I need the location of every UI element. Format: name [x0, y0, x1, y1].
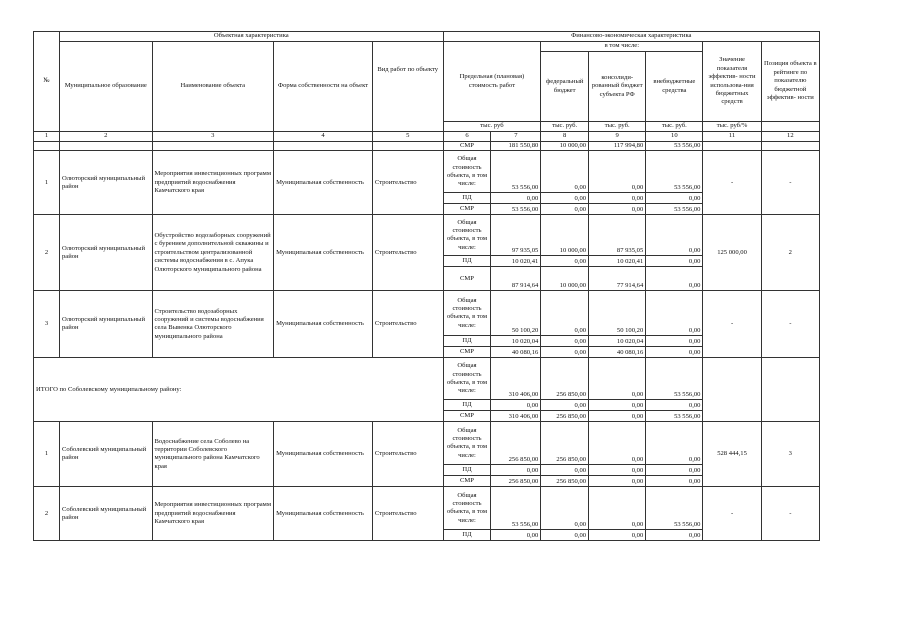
row-num: 1: [34, 422, 60, 487]
row-label: СМР: [443, 267, 491, 291]
row-label: СМР: [443, 142, 491, 151]
row-label: ПД: [443, 256, 491, 267]
cell-value: 77 914,64: [589, 267, 646, 291]
rating-cell: 2: [761, 215, 819, 291]
cell-value: 97 935,05: [491, 215, 541, 256]
cell-value: 0,00: [646, 530, 703, 541]
colnum: 12: [761, 132, 819, 142]
object-name-cell: Обустройство водозаборных сооружений с бурением дополнительной скважины и строительством централизованной системы водоснабжения в с. Апука Олюторского муниципального района: [152, 215, 274, 291]
row-num: 2: [34, 487, 60, 541]
cell-value: 53 556,00: [646, 487, 703, 530]
colnum: 9: [589, 132, 646, 142]
cell-value: 0,00: [541, 204, 589, 215]
financial-characteristic-header: Финансово-экономическая характеристика: [443, 32, 819, 42]
table-row: [34, 215, 820, 256]
efficiency-cell: 125 000,00: [703, 215, 761, 291]
cell-value: 0,00: [491, 400, 541, 411]
cell-value: 0,00: [541, 530, 589, 541]
table-row: [34, 487, 820, 530]
cell-value: 256 850,00: [541, 476, 589, 487]
cell-value: 0,00: [646, 476, 703, 487]
cell-value: 0,00: [646, 291, 703, 336]
row-label: Общая стоимость объекта, в том числе:: [443, 215, 491, 256]
row-label: ПД: [443, 193, 491, 204]
cell-value: 181 550,80: [491, 142, 541, 151]
work-type-cell: Строительство: [372, 422, 443, 487]
cell-value: 256 850,00: [541, 411, 589, 422]
colnum: 7: [491, 132, 541, 142]
cell-value: 53 556,00: [646, 204, 703, 215]
cell-value: 0,00: [491, 530, 541, 541]
cell-value: 53 556,00: [491, 151, 541, 193]
municipality-header: Муниципальное образование: [59, 42, 152, 132]
row-label: Общая стоимость объекта, в том числе:: [443, 358, 491, 400]
efficiency-cell: -: [703, 487, 761, 541]
work-type-cell: Строительство: [372, 215, 443, 291]
cell-value: 0,00: [589, 411, 646, 422]
subtotal-label: ИТОГО по Соболевскому муниципальному району:: [34, 358, 444, 422]
municipality-cell: Олюторский муниципальный район: [59, 291, 152, 358]
rating-cell: 3: [761, 422, 819, 487]
cell-value: 256 850,00: [491, 476, 541, 487]
cell-value: 53 556,00: [491, 487, 541, 530]
cell-value: 117 994,80: [589, 142, 646, 151]
cell-value: 0,00: [646, 400, 703, 411]
cell-value: 10 020,41: [589, 256, 646, 267]
row-label: СМР: [443, 476, 491, 487]
efficiency-cell: 528 444,15: [703, 422, 761, 487]
cell-value: 0,00: [541, 256, 589, 267]
work-type-cell: Строительство: [372, 291, 443, 358]
cell-value: 0,00: [589, 151, 646, 193]
colnum: 6: [443, 132, 491, 142]
cell-value: 10 000,00: [541, 267, 589, 291]
federal-header: федеральный бюджет: [541, 52, 589, 122]
colnum: 8: [541, 132, 589, 142]
cell-value: 0,00: [589, 193, 646, 204]
work-type-header: Вид работ по объекту: [372, 42, 443, 132]
ownership-cell: Муниципальная собственность: [274, 291, 373, 358]
cell-value: 0,00: [589, 358, 646, 400]
cell-value: 0,00: [541, 400, 589, 411]
cell-value: 0,00: [541, 193, 589, 204]
colnum: 1: [34, 132, 60, 142]
row-label: СМР: [443, 411, 491, 422]
unit-cost: тыс. руб: [443, 122, 541, 132]
colnum: 5: [372, 132, 443, 142]
object-name-cell: Водоснабжение села Соболево на территории Соболевского муниципального района Камчатского края: [152, 422, 274, 487]
rating-cell: -: [761, 151, 819, 215]
work-type-cell: Строительство: [372, 487, 443, 541]
row-label: ПД: [443, 530, 491, 541]
cell-value: 0,00: [491, 465, 541, 476]
object-name-cell: Строительство водозаборных сооружений и системы водоснабжения села Вывенка Олюторского муниципального района: [152, 291, 274, 358]
efficiency-header: Значение показателя эффектив- ности использова-ния бюджетных средств: [703, 42, 761, 122]
municipality-cell: Соболевский муниципальный район: [59, 422, 152, 487]
unit-consolidated: тыс. руб.: [589, 122, 646, 132]
cell-value: 310 406,00: [491, 358, 541, 400]
municipality-cell: Соболевский муниципальный район: [59, 487, 152, 541]
cell-value: 0,00: [646, 215, 703, 256]
cell-value: 0,00: [541, 347, 589, 358]
row-num: 3: [34, 291, 60, 358]
table-row: [34, 291, 820, 336]
cell-value: 53 556,00: [491, 204, 541, 215]
cell-value: 53 556,00: [646, 151, 703, 193]
cell-value: 10 000,00: [541, 142, 589, 151]
consolidated-header: консолиди- рованный бюджет субъекта РФ: [589, 52, 646, 122]
efficiency-cell: -: [703, 151, 761, 215]
colnum: 11: [703, 132, 761, 142]
rating-header: Позиция объекта в рейтинге по показателю бюджетной эффектив- ности: [761, 42, 819, 122]
row-label: Общая стоимость объекта, в том числе:: [443, 487, 491, 530]
colnum: 2: [59, 132, 152, 142]
cell-value: 0,00: [646, 267, 703, 291]
cell-value: 310 406,00: [491, 411, 541, 422]
ownership-cell: Муниципальная собственность: [274, 487, 373, 541]
cell-value: 0,00: [491, 193, 541, 204]
subtotal-row: [34, 358, 820, 400]
object-name-cell: Мероприятия инвестиционных программ предприятий водоснабжения Камчатского края: [152, 487, 274, 541]
cell-value: 10 020,04: [589, 336, 646, 347]
row-label: ПД: [443, 400, 491, 411]
row-label: СМР: [443, 347, 491, 358]
row-num: 1: [34, 151, 60, 215]
row-label: Общая стоимость объекта, в том числе:: [443, 151, 491, 193]
unit-efficiency: тыс. руб/%: [703, 122, 761, 132]
cell-value: 10 020,41: [491, 256, 541, 267]
cell-value: 256 850,00: [541, 358, 589, 400]
unit-offbudget: тыс. руб.: [646, 122, 703, 132]
cell-value: 0,00: [589, 530, 646, 541]
cell-value: 0,00: [589, 204, 646, 215]
row-label: ПД: [443, 336, 491, 347]
cell-value: 0,00: [646, 422, 703, 465]
cell-value: 87 935,05: [589, 215, 646, 256]
colnum: 4: [274, 132, 373, 142]
ownership-cell: Муниципальная собственность: [274, 151, 373, 215]
row-label: ПД: [443, 465, 491, 476]
row-label: Общая стоимость объекта, в том числе:: [443, 422, 491, 465]
municipality-cell: Олюторский муниципальный район: [59, 151, 152, 215]
colnum: 3: [152, 132, 274, 142]
cell-value: 53 556,00: [646, 142, 703, 151]
cell-value: 87 914,64: [491, 267, 541, 291]
cell-value: 0,00: [589, 400, 646, 411]
object-name-header: Наименование объекта: [152, 42, 274, 132]
colnum: 10: [646, 132, 703, 142]
cell-value: 0,00: [589, 465, 646, 476]
efficiency-cell: -: [703, 291, 761, 358]
cell-value: 0,00: [646, 347, 703, 358]
cell-value: 0,00: [541, 487, 589, 530]
cell-value: 0,00: [541, 336, 589, 347]
cell-value: 10 000,00: [541, 215, 589, 256]
cell-value: 0,00: [541, 465, 589, 476]
limit-cost-header: Предельная (плановая) стоимость работ: [443, 42, 541, 122]
row-num: 2: [34, 215, 60, 291]
cell-value: 0,00: [589, 487, 646, 530]
cell-value: 10 020,04: [491, 336, 541, 347]
work-type-cell: Строительство: [372, 151, 443, 215]
table-row: [34, 142, 820, 151]
table-row: [34, 422, 820, 465]
cell-value: 53 556,00: [646, 358, 703, 400]
row-label: СМР: [443, 204, 491, 215]
cell-value: 256 850,00: [541, 422, 589, 465]
offbudget-header: внебюджетные средства: [646, 52, 703, 122]
unit-federal: тыс. руб.: [541, 122, 589, 132]
cell-value: 256 850,00: [491, 422, 541, 465]
table-row: [34, 151, 820, 193]
cell-value: 0,00: [646, 465, 703, 476]
ownership-header: Форма собственности на объект: [274, 42, 373, 132]
cell-value: 0,00: [589, 476, 646, 487]
cell-value: 0,00: [646, 256, 703, 267]
cell-value: 40 080,16: [491, 347, 541, 358]
cell-value: 53 556,00: [646, 411, 703, 422]
cell-value: 0,00: [646, 336, 703, 347]
unit-rating: [761, 122, 819, 132]
investment-table: [33, 31, 820, 541]
cell-value: 40 080,16: [589, 347, 646, 358]
rating-cell: -: [761, 487, 819, 541]
row-label: Общая стоимость объекта, в том числе:: [443, 291, 491, 336]
cell-value: 0,00: [589, 422, 646, 465]
object-characteristic-header: Объектная характеристика: [59, 32, 443, 42]
cell-value: 0,00: [541, 291, 589, 336]
cell-value: 0,00: [541, 151, 589, 193]
cell-value: 50 100,20: [589, 291, 646, 336]
col-num-header: №: [34, 32, 60, 132]
cell-value: 50 100,20: [491, 291, 541, 336]
municipality-cell: Олюторский муниципальный район: [59, 215, 152, 291]
object-name-cell: Мероприятия инвестиционных программ предприятий водоснабжения Камчатского края: [152, 151, 274, 215]
column-numbers-row: [34, 132, 820, 142]
ownership-cell: Муниципальная собственность: [274, 422, 373, 487]
cell-value: 0,00: [646, 193, 703, 204]
in-total-header: в том числе:: [541, 42, 703, 52]
rating-cell: -: [761, 291, 819, 358]
ownership-cell: Муниципальная собственность: [274, 215, 373, 291]
